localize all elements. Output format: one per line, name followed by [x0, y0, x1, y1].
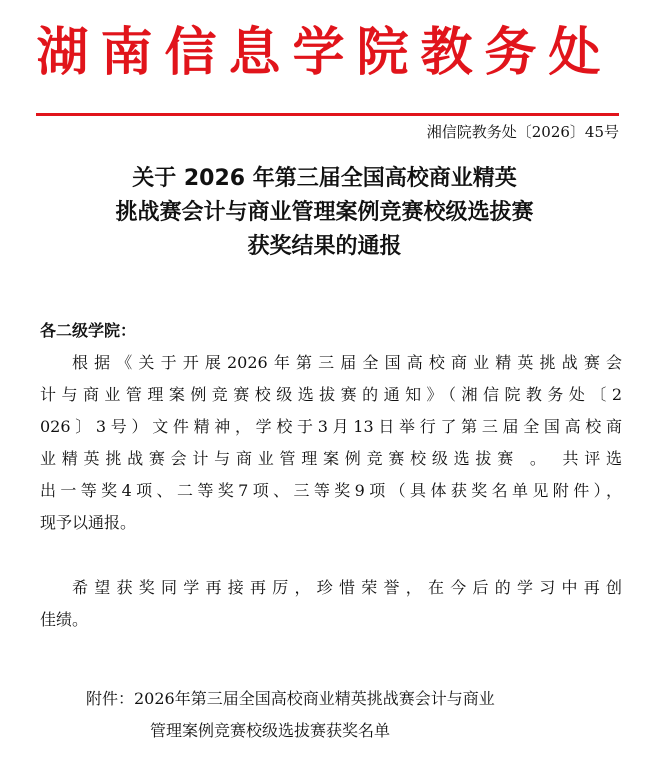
notice-title-line: 关于 2026 年第三届全国高校商业精英 [132, 166, 517, 191]
attachment-line: 管理案例竞赛校级选拔赛获奖名单 [150, 721, 391, 740]
salutation: 各二级学院： [40, 321, 137, 340]
paragraph-line: 业精英挑战赛会计与商业管理案例竞赛校级选拔赛 。 共评选 [40, 449, 622, 468]
paragraph-line: 出一等奖4项、二等奖7项、三等奖9项（具体获奖名单见附件）， [40, 481, 622, 500]
paragraph-line: 希望获奖同学再接再厉，珍惜荣誉，在今后的学习中再创 [72, 578, 622, 597]
body-paragraph-2 [40, 572, 622, 636]
document-number: 湘信院教务处〔2026〕45号 [426, 123, 619, 141]
paragraph-line: 026〕3号）文件精神，学校于3月13日举行了第三届全国高校商 [40, 417, 622, 436]
paragraph-line: 根据《关于开展2026年第三届全国高校商业精英挑战赛会 [72, 353, 622, 372]
paragraph-line: 计与商业管理案例竞赛校级选拔赛的通知》（湘信院教务处〔2 [40, 385, 622, 404]
paragraph-line: 佳绩。 [40, 610, 89, 629]
notice-title [0, 162, 649, 264]
institution-header-title: 湖南信息学院教务处 [36, 23, 613, 83]
attachment-line: 附件：2026年第三届全国高校商业精英挑战赛会计与商业 [86, 689, 495, 708]
header-red-rule [36, 113, 619, 116]
attachment-note [86, 683, 626, 747]
notice-title-line: 获奖结果的通报 [247, 234, 402, 259]
notice-title-line: 挑战赛会计与商业管理案例竞赛校级选拔赛 [115, 200, 534, 225]
body-paragraph-1 [40, 347, 622, 539]
paragraph-line: 现予以通报。 [40, 513, 137, 532]
